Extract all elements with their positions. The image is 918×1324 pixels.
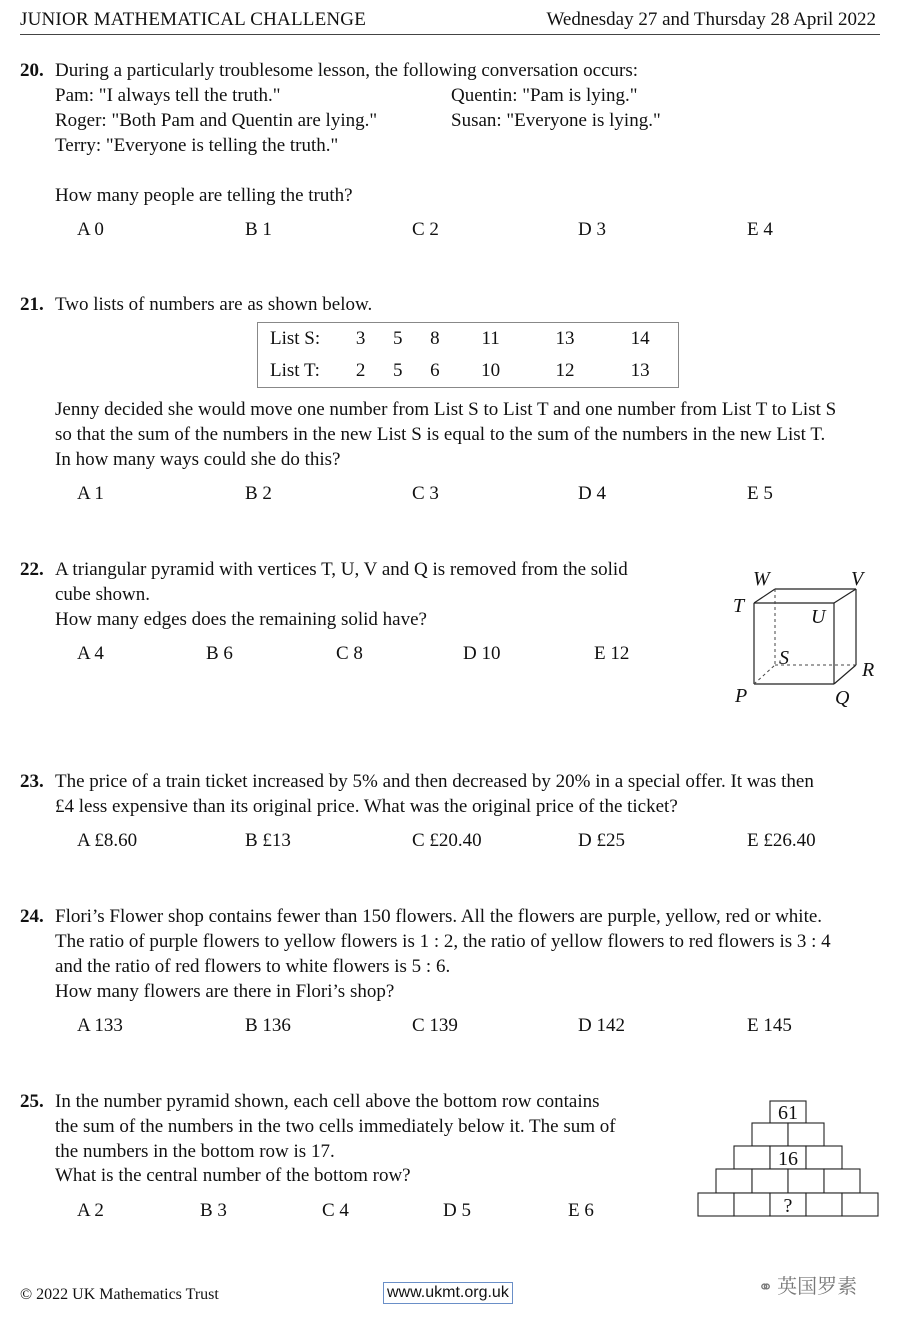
question-number-21: 21. — [20, 294, 44, 315]
list-t-cell: 5 — [392, 360, 403, 381]
q22-line-2: cube shown. — [55, 584, 150, 605]
pyramid-cell — [788, 1169, 824, 1193]
ukmt-website-link[interactable]: www.ukmt.org.uk — [383, 1282, 513, 1304]
list-t-cell: 6 — [430, 360, 440, 381]
q24-option-a[interactable]: A 133 — [77, 1015, 123, 1036]
vertex-label-r: R — [862, 659, 875, 681]
q25-line-3: the numbers in the bottom row is 17. — [55, 1141, 335, 1162]
vertex-label-v: V — [851, 568, 864, 590]
q20-option-e[interactable]: E 4 — [747, 219, 773, 240]
pyramid-cell — [716, 1169, 752, 1193]
watermark-text: 英国罗素 — [777, 1274, 858, 1298]
q25-option-e[interactable]: E 6 — [568, 1200, 594, 1221]
q20-quentin-statement: Quentin: "Pam is lying." — [451, 85, 638, 106]
pyramid-cell — [698, 1193, 734, 1216]
q23-option-e[interactable]: E £26.40 — [747, 830, 816, 851]
q21-option-c[interactable]: C 3 — [412, 483, 439, 504]
list-t-cell: 10 — [481, 360, 501, 381]
q22-option-b[interactable]: B 6 — [206, 643, 233, 664]
q22-option-d[interactable]: D 10 — [463, 643, 501, 664]
q21-option-e[interactable]: E 5 — [747, 483, 773, 504]
question-number-24: 24. — [20, 906, 44, 927]
exam-date: Wednesday 27 and Thursday 28 April 2022 — [546, 9, 876, 30]
q25-option-d[interactable]: D 5 — [443, 1200, 471, 1221]
q21-line-1: Jenny decided she would move one number from List S to List T and one number from List T to List S — [55, 399, 837, 420]
q24-line-3: and the ratio of red flowers to white flowers is 5 : 6. — [55, 956, 451, 977]
header-divider — [20, 34, 880, 35]
q24-line-1: Flori’s Flower shop contains fewer than 150 flowers. All the flowers are purple, yellow, red or white. — [55, 906, 823, 927]
list-s-cell: 5 — [392, 328, 403, 349]
number-pyramid — [696, 1099, 882, 1221]
q20-option-b[interactable]: B 1 — [245, 219, 272, 240]
pyramid-cell — [734, 1146, 770, 1169]
q25-line-1: In the number pyramid shown, each cell above the bottom row contains — [55, 1091, 600, 1112]
cube-edge — [754, 589, 775, 603]
q23-line-2: £4 less expensive than its original price. What was the original price of the ticket? — [55, 796, 678, 817]
copyright-notice: © 2022 UK Mathematics Trust — [20, 1286, 219, 1303]
q23-option-b[interactable]: B £13 — [245, 830, 291, 851]
pyramid-cell — [752, 1169, 788, 1193]
q21-option-d[interactable]: D 4 — [578, 483, 606, 504]
q24-option-b[interactable]: B 136 — [245, 1015, 291, 1036]
q24-line-2: The ratio of purple flowers to yellow flowers is 1 : 2, the ratio of yellow flowers to red flowers is 3 : 4 — [55, 931, 831, 952]
pyramid-cell — [788, 1123, 824, 1146]
vertex-label-t: T — [733, 595, 745, 617]
chat-bubble-icon: ⚭ — [758, 1277, 774, 1298]
q21-line-3: In how many ways could she do this? — [55, 449, 341, 470]
question-number-22: 22. — [20, 559, 44, 580]
question-number-23: 23. — [20, 771, 44, 792]
q21-option-b[interactable]: B 2 — [245, 483, 272, 504]
pyramid-cell — [806, 1146, 842, 1169]
vertex-label-u: U — [811, 606, 826, 628]
pyramid-cell — [824, 1169, 860, 1193]
vertex-label-s: S — [779, 647, 789, 669]
pyramid-top-value: 61 — [778, 1102, 798, 1124]
pyramid-cell — [734, 1193, 770, 1216]
pyramid-middle-value: 16 — [778, 1148, 798, 1170]
list-t-cell: 2 — [355, 360, 366, 381]
list-t-label: List T: — [270, 360, 320, 381]
q21-intro: Two lists of numbers are as shown below. — [55, 294, 373, 315]
pyramid-cell — [806, 1193, 842, 1216]
q20-susan-statement: Susan: "Everyone is lying." — [451, 110, 661, 131]
q22-option-e[interactable]: E 12 — [594, 643, 630, 664]
q20-option-a[interactable]: A 0 — [77, 219, 104, 240]
list-s-cell: 11 — [481, 328, 500, 349]
q20-option-d[interactable]: D 3 — [578, 219, 606, 240]
q20-question: How many people are telling the truth? — [55, 185, 353, 206]
q20-roger-statement: Roger: "Both Pam and Quentin are lying." — [55, 110, 378, 131]
list-t-cell: 12 — [555, 360, 575, 381]
q22-line-3: How many edges does the remaining solid have? — [55, 609, 427, 630]
q24-option-e[interactable]: E 145 — [747, 1015, 792, 1036]
watermark — [758, 1270, 857, 1299]
q22-option-a[interactable]: A 4 — [77, 643, 104, 664]
q22-option-c[interactable]: C 8 — [336, 643, 363, 664]
exam-title: JUNIOR MATHEMATICAL CHALLENGE — [20, 9, 367, 30]
q23-line-1: The price of a train ticket increased by 5% and then decreased by 20% in a special offer. It was then — [55, 771, 814, 792]
q24-option-c[interactable]: C 139 — [412, 1015, 458, 1036]
cube-diagram — [725, 562, 885, 712]
q23-option-c[interactable]: C £20.40 — [412, 830, 482, 851]
q20-terry-statement: Terry: "Everyone is telling the truth." — [55, 135, 339, 156]
list-s-cell: 13 — [555, 328, 575, 349]
q22-line-1: A triangular pyramid with vertices T, U, V and Q is removed from the solid — [55, 559, 628, 580]
q25-option-b[interactable]: B 3 — [200, 1200, 227, 1221]
question-number-20: 20. — [20, 60, 44, 81]
vertex-label-p: P — [735, 685, 748, 707]
list-s-cell: 3 — [355, 328, 366, 349]
question-number-25: 25. — [20, 1091, 44, 1112]
cube-edge — [834, 589, 856, 603]
q25-option-c[interactable]: C 4 — [322, 1200, 349, 1221]
q21-option-a[interactable]: A 1 — [77, 483, 104, 504]
list-t-row — [258, 355, 679, 388]
vertex-label-w: W — [753, 568, 770, 590]
q20-pam-statement: Pam: "I always tell the truth." — [55, 85, 281, 106]
list-t-cell: 13 — [630, 360, 650, 381]
q20-intro: During a particularly troublesome lesson, the following conversation occurs: — [55, 60, 639, 81]
q23-option-d[interactable]: D £25 — [578, 830, 625, 851]
vertex-label-q: Q — [835, 687, 850, 709]
q21-line-2: so that the sum of the numbers in the new List S is equal to the sum of the numbers in the new List T. — [55, 424, 826, 445]
list-s-label: List S: — [270, 328, 321, 349]
q20-option-c[interactable]: C 2 — [412, 219, 439, 240]
pyramid-cell — [752, 1123, 788, 1146]
q25-line-2: the sum of the numbers in the two cells immediately below it. The sum of — [55, 1116, 616, 1137]
cube-hidden-edge — [754, 665, 775, 684]
list-s-cell: 8 — [430, 328, 440, 349]
list-s-row — [258, 323, 679, 356]
cube-edge — [834, 665, 856, 684]
q24-option-d[interactable]: D 142 — [578, 1015, 625, 1036]
pyramid-unknown-value: ? — [783, 1195, 793, 1217]
q25-option-a[interactable]: A 2 — [77, 1200, 104, 1221]
list-s-cell: 14 — [630, 328, 650, 349]
pyramid-cell — [842, 1193, 878, 1216]
q23-option-a[interactable]: A £8.60 — [77, 830, 138, 851]
q24-line-4: How many flowers are there in Flori’s shop? — [55, 981, 395, 1002]
lists-table — [257, 322, 679, 388]
q25-line-4: What is the central number of the bottom row? — [55, 1165, 411, 1186]
